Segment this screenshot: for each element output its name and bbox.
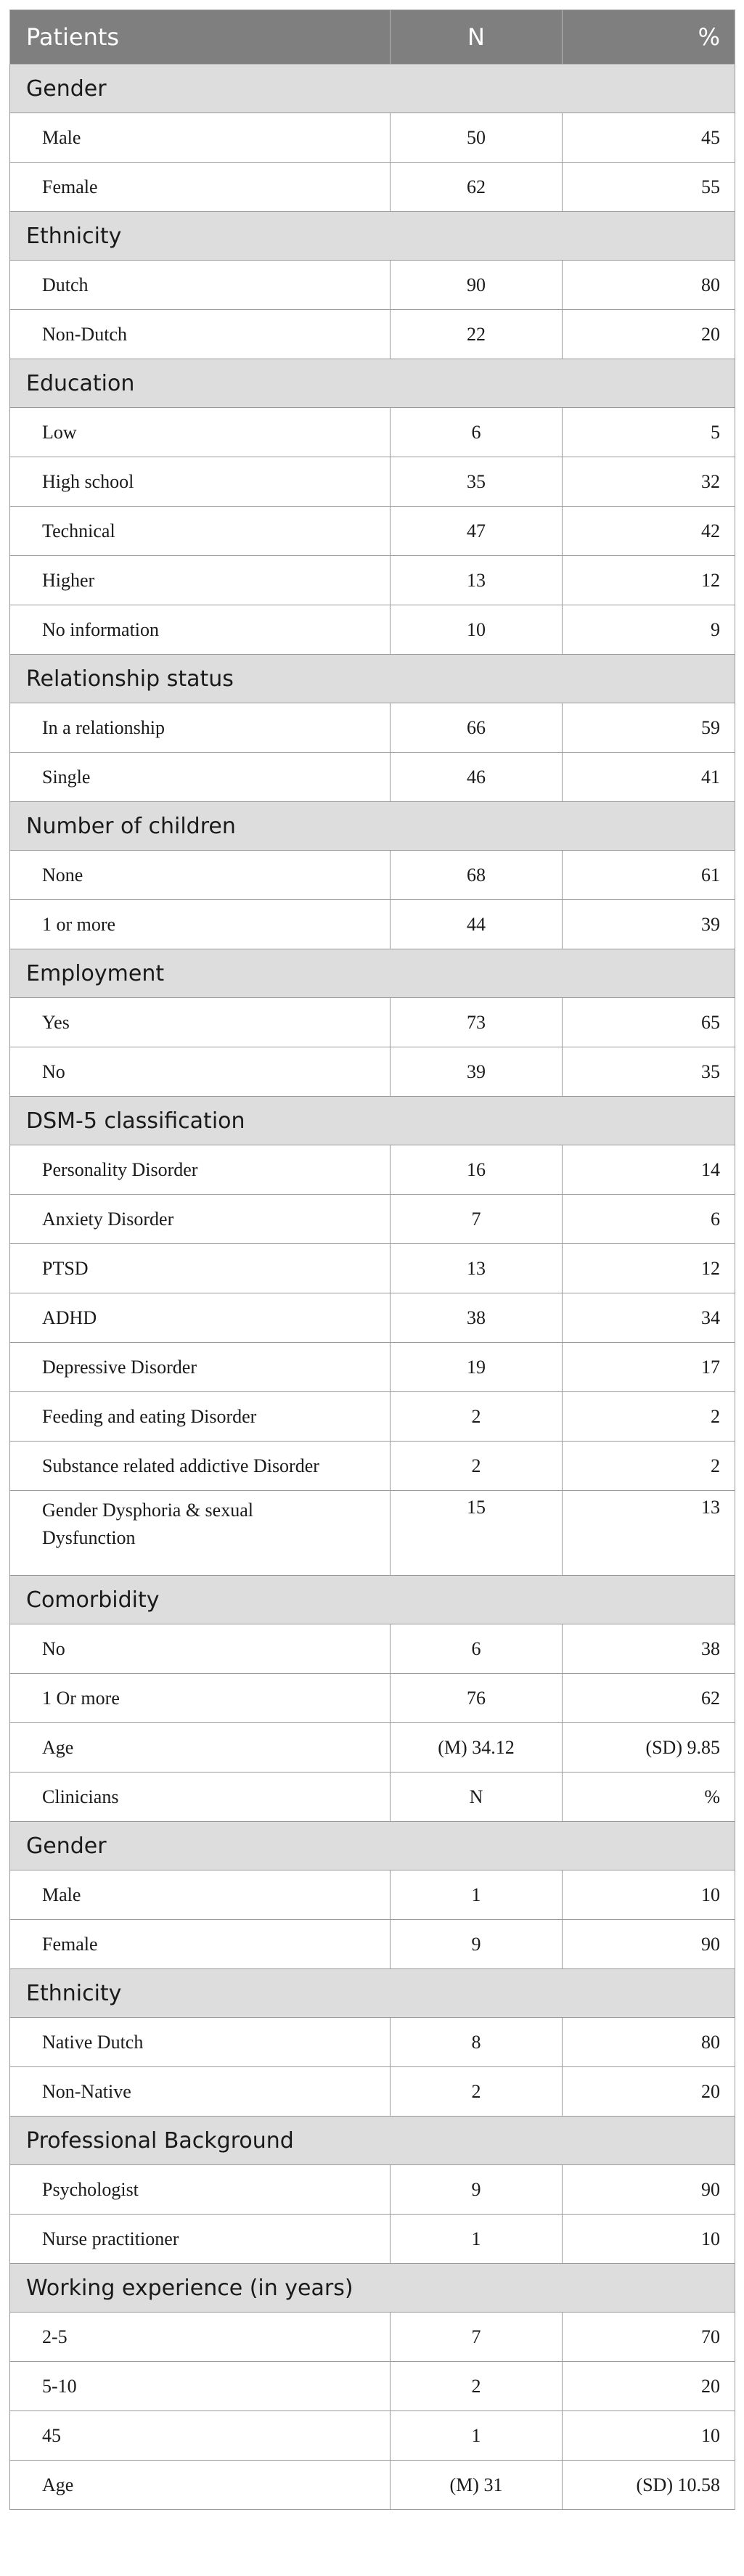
row-percent-value: 14	[563, 1145, 735, 1195]
row-percent-value: (SD) 10.58	[563, 2461, 735, 2510]
row-n-value: 10	[391, 605, 563, 655]
row-n-value: 9	[391, 1920, 563, 1969]
row-label: Feeding and eating Disorder	[10, 1392, 391, 1442]
row-percent-value: (SD) 9.85	[563, 1723, 735, 1772]
row-n-value: 13	[391, 1244, 563, 1293]
row-percent-value: 13	[563, 1491, 735, 1576]
table-row	[10, 2362, 735, 2411]
row-label: Substance related addictive Disorder	[10, 1442, 391, 1491]
table-row	[10, 703, 735, 753]
row-label: No	[10, 1624, 391, 1674]
section-header-row	[10, 2264, 735, 2313]
row-n-value: 76	[391, 1674, 563, 1723]
row-label: 1 Or more	[10, 1674, 391, 1723]
header-n: N	[391, 10, 563, 65]
section-title: Ethnicity	[10, 1969, 735, 2018]
row-percent-value: 20	[563, 2067, 735, 2117]
row-label: Technical	[10, 507, 391, 556]
table-row	[10, 2461, 735, 2510]
row-label: High school	[10, 457, 391, 507]
row-label: Depressive Disorder	[10, 1343, 391, 1392]
table-row	[10, 1674, 735, 1723]
row-label: None	[10, 851, 391, 900]
table-row	[10, 851, 735, 900]
row-percent-value: 17	[563, 1343, 735, 1392]
row-label: Anxiety Disorder	[10, 1195, 391, 1244]
table-row	[10, 1442, 735, 1491]
table-row	[10, 1195, 735, 1244]
table-body	[10, 65, 735, 2510]
table-row	[10, 1491, 735, 1576]
table-row	[10, 1392, 735, 1442]
table-row	[10, 408, 735, 457]
table-row	[10, 1723, 735, 1772]
row-percent-value: 20	[563, 2362, 735, 2411]
row-n-value: 8	[391, 2018, 563, 2067]
demographics-table	[9, 9, 735, 2510]
row-percent-value: 2	[563, 1392, 735, 1442]
row-label: 45	[10, 2411, 391, 2461]
row-label: Age	[10, 2461, 391, 2510]
row-label: Single	[10, 753, 391, 802]
row-label: Non-Native	[10, 2067, 391, 2117]
row-n-value: 9	[391, 2165, 563, 2215]
row-percent-value: 38	[563, 1624, 735, 1674]
table-row	[10, 1870, 735, 1920]
row-percent-value: 80	[563, 261, 735, 310]
row-n-value: 73	[391, 998, 563, 1047]
row-n-value: 2	[391, 2362, 563, 2411]
row-label: No	[10, 1047, 391, 1097]
section-title: Relationship status	[10, 655, 735, 703]
row-label: PTSD	[10, 1244, 391, 1293]
table-row	[10, 1624, 735, 1674]
row-percent-value: 65	[563, 998, 735, 1047]
section-header-row	[10, 1097, 735, 1145]
row-percent-value: 12	[563, 1244, 735, 1293]
row-label: Male	[10, 1870, 391, 1920]
row-n-value: 68	[391, 851, 563, 900]
section-title: Employment	[10, 949, 735, 998]
row-n-value: 50	[391, 113, 563, 163]
row-percent-value: 32	[563, 457, 735, 507]
row-label: Clinicians	[10, 1772, 391, 1822]
row-percent-value: 20	[563, 310, 735, 359]
table-row	[10, 1772, 735, 1822]
row-label: 1 or more	[10, 900, 391, 949]
section-header-row	[10, 65, 735, 113]
section-title: Professional Background	[10, 2117, 735, 2165]
section-header-row	[10, 359, 735, 408]
row-n-value: 47	[391, 507, 563, 556]
table-row	[10, 1047, 735, 1097]
section-title: Comorbidity	[10, 1576, 735, 1624]
row-label: Gender Dysphoria & sexual Dysfunction	[10, 1491, 391, 1576]
row-n-value: 44	[391, 900, 563, 949]
table-row	[10, 1244, 735, 1293]
row-percent-value: 5	[563, 408, 735, 457]
row-percent-value: 2	[563, 1442, 735, 1491]
table-row	[10, 605, 735, 655]
row-percent-value: 12	[563, 556, 735, 605]
section-title: Working experience (in years)	[10, 2264, 735, 2313]
row-label: Psychologist	[10, 2165, 391, 2215]
table-row	[10, 753, 735, 802]
table-row	[10, 2165, 735, 2215]
row-n-value: 7	[391, 2313, 563, 2362]
row-percent-value: 55	[563, 163, 735, 212]
row-n-value: 46	[391, 753, 563, 802]
header-percent: %	[563, 10, 735, 65]
row-label: Age	[10, 1723, 391, 1772]
table-header-row	[10, 10, 735, 65]
row-percent-value: 6	[563, 1195, 735, 1244]
row-n-value: 22	[391, 310, 563, 359]
row-percent-value: 61	[563, 851, 735, 900]
table-row	[10, 1145, 735, 1195]
table-row	[10, 2018, 735, 2067]
row-label: Female	[10, 1920, 391, 1969]
row-label: No information	[10, 605, 391, 655]
row-percent-value: 42	[563, 507, 735, 556]
table-row	[10, 113, 735, 163]
row-n-value: 2	[391, 2067, 563, 2117]
row-n-value: 6	[391, 408, 563, 457]
row-label: In a relationship	[10, 703, 391, 753]
table-row	[10, 2411, 735, 2461]
row-label: Yes	[10, 998, 391, 1047]
row-n-value: 38	[391, 1293, 563, 1343]
table-row	[10, 2215, 735, 2264]
table-row	[10, 2067, 735, 2117]
row-n-value: 13	[391, 556, 563, 605]
row-percent-value: 34	[563, 1293, 735, 1343]
section-header-row	[10, 1576, 735, 1624]
row-percent-value: 80	[563, 2018, 735, 2067]
table-row	[10, 507, 735, 556]
table-row	[10, 998, 735, 1047]
row-label: Female	[10, 163, 391, 212]
section-title: Gender	[10, 65, 735, 113]
row-n-value: (M) 34.12	[391, 1723, 563, 1772]
row-label: ADHD	[10, 1293, 391, 1343]
row-label: 5-10	[10, 2362, 391, 2411]
row-n-value: 1	[391, 1870, 563, 1920]
row-label: Personality Disorder	[10, 1145, 391, 1195]
row-n-value: 1	[391, 2411, 563, 2461]
table-row	[10, 556, 735, 605]
section-title: Ethnicity	[10, 212, 735, 261]
table-row	[10, 1293, 735, 1343]
row-percent-value: 10	[563, 2411, 735, 2461]
row-label: Male	[10, 113, 391, 163]
table-row	[10, 2313, 735, 2362]
table-row	[10, 900, 735, 949]
row-label: Native Dutch	[10, 2018, 391, 2067]
table-row	[10, 457, 735, 507]
section-title: Gender	[10, 1822, 735, 1870]
row-n-value: 39	[391, 1047, 563, 1097]
header-label: Patients	[10, 10, 391, 65]
row-percent-value: %	[563, 1772, 735, 1822]
row-n-value: (M) 31	[391, 2461, 563, 2510]
table-row	[10, 261, 735, 310]
section-header-row	[10, 1822, 735, 1870]
row-percent-value: 39	[563, 900, 735, 949]
table-row	[10, 1343, 735, 1392]
row-percent-value: 62	[563, 1674, 735, 1723]
row-percent-value: 10	[563, 1870, 735, 1920]
row-percent-value: 45	[563, 113, 735, 163]
row-percent-value: 70	[563, 2313, 735, 2362]
section-header-row	[10, 655, 735, 703]
section-title: Number of children	[10, 802, 735, 851]
row-n-value: 15	[391, 1491, 563, 1576]
section-header-row	[10, 949, 735, 998]
section-header-row	[10, 212, 735, 261]
row-n-value: N	[391, 1772, 563, 1822]
row-label: 2-5	[10, 2313, 391, 2362]
row-n-value: 2	[391, 1392, 563, 1442]
row-percent-value: 41	[563, 753, 735, 802]
table-row	[10, 163, 735, 212]
row-label: Dutch	[10, 261, 391, 310]
section-title: DSM-5 classification	[10, 1097, 735, 1145]
section-header-row	[10, 1969, 735, 2018]
row-n-value: 66	[391, 703, 563, 753]
section-header-row	[10, 802, 735, 851]
row-percent-value: 9	[563, 605, 735, 655]
row-percent-value: 90	[563, 2165, 735, 2215]
row-n-value: 19	[391, 1343, 563, 1392]
section-header-row	[10, 2117, 735, 2165]
row-n-value: 16	[391, 1145, 563, 1195]
row-n-value: 7	[391, 1195, 563, 1244]
row-n-value: 90	[391, 261, 563, 310]
row-n-value: 62	[391, 163, 563, 212]
row-n-value: 6	[391, 1624, 563, 1674]
row-percent-value: 90	[563, 1920, 735, 1969]
row-percent-value: 59	[563, 703, 735, 753]
table-row	[10, 1920, 735, 1969]
row-label: Nurse practitioner	[10, 2215, 391, 2264]
row-label: Non-Dutch	[10, 310, 391, 359]
row-n-value: 1	[391, 2215, 563, 2264]
section-title: Education	[10, 359, 735, 408]
row-label: Low	[10, 408, 391, 457]
row-n-value: 35	[391, 457, 563, 507]
row-n-value: 2	[391, 1442, 563, 1491]
row-label: Higher	[10, 556, 391, 605]
row-percent-value: 35	[563, 1047, 735, 1097]
table-row	[10, 310, 735, 359]
row-percent-value: 10	[563, 2215, 735, 2264]
